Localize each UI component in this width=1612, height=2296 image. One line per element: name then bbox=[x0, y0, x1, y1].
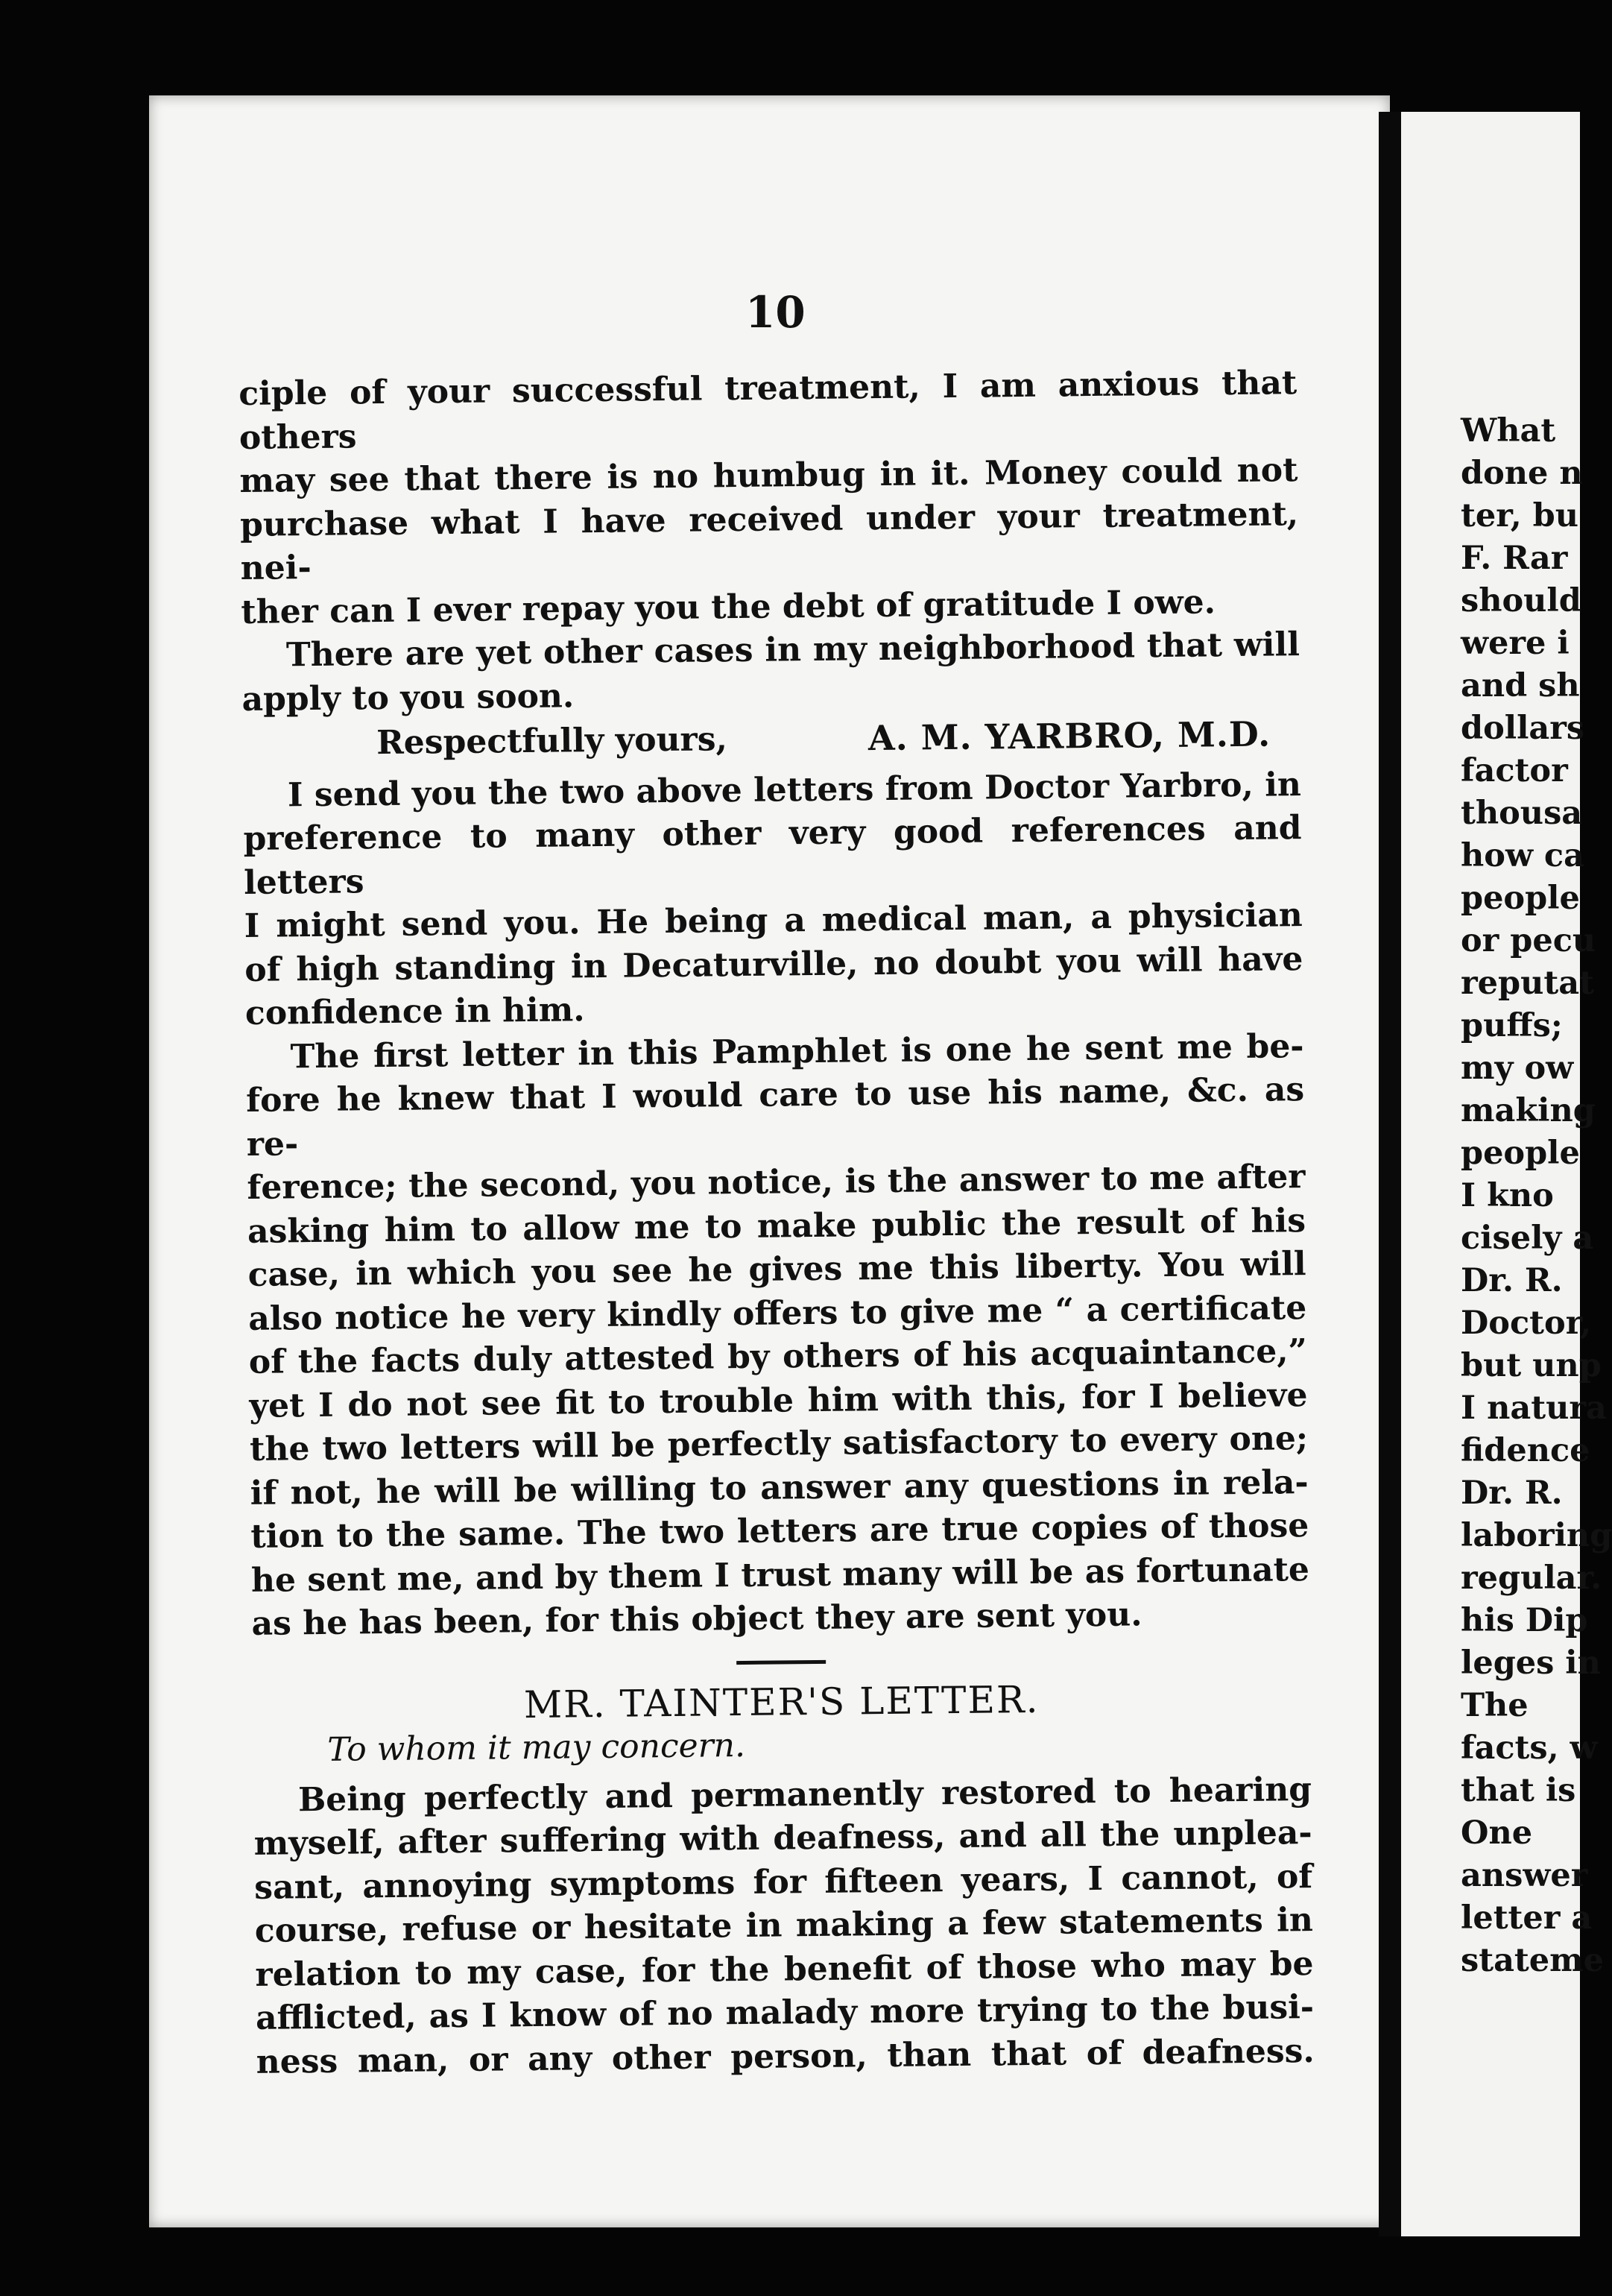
facing-page-line: What bbox=[1461, 412, 1556, 450]
text-line: The first letter in this Pamphlet is one he sent me be- bbox=[290, 1026, 1304, 1076]
facing-page-line: people bbox=[1461, 1135, 1580, 1172]
facing-page-line: his Dip bbox=[1461, 1602, 1588, 1639]
paragraph-other-cases bbox=[241, 623, 1300, 722]
facing-page-line: cisely a bbox=[1461, 1220, 1594, 1257]
facing-page-line: F. Rar bbox=[1461, 540, 1568, 577]
letter-signoff bbox=[242, 712, 1301, 766]
facing-page-line: regular. bbox=[1461, 1559, 1602, 1597]
facing-page-text bbox=[1461, 410, 1612, 1982]
text-line: ference; the second, you notice, is the answer to me after bbox=[247, 1158, 1306, 1207]
text-line: may see that there is no humbug in it. Money could not bbox=[239, 451, 1298, 500]
right-page-partial bbox=[1401, 112, 1612, 2236]
facing-page-line: laboring bbox=[1461, 1517, 1612, 1554]
text-line: the two letters will be perfectly satisfactory to every one; bbox=[249, 1419, 1309, 1469]
text-line: if not, he will be willing to answer any questions in rela- bbox=[250, 1463, 1309, 1513]
facing-page-line: leges in bbox=[1461, 1644, 1601, 1682]
facing-page-line: One bbox=[1461, 1814, 1533, 1852]
closing: Respectfully yours, bbox=[376, 720, 728, 763]
facing-page-line: Dr. R. bbox=[1461, 1475, 1563, 1512]
section-divider bbox=[736, 1659, 826, 1664]
page-number: 10 bbox=[745, 287, 806, 338]
text-line: of the facts duly attested by others of his acquaintance,” bbox=[248, 1332, 1308, 1381]
paragraph-references bbox=[243, 763, 1304, 1036]
facing-page-line: people bbox=[1461, 880, 1580, 917]
text-line: ther can I ever repay you the debt of gratitude I owe. bbox=[241, 582, 1216, 631]
text-line: I send you the two above letters from Doctor Yarbro, in bbox=[287, 765, 1302, 814]
text-line: sant, annoying symptoms for fifteen years, I cannot, of bbox=[254, 1857, 1313, 1907]
facing-page-line: dollars bbox=[1461, 710, 1585, 747]
facing-page-line: how ca bbox=[1461, 837, 1584, 874]
text-line: There are yet other cases in my neighborhood that will bbox=[285, 625, 1300, 675]
paragraph-continuation bbox=[238, 362, 1300, 634]
text-line: afflicted, as I know of no malady more trying to the busi- bbox=[255, 1988, 1315, 2037]
salutation: To whom it may concern. bbox=[327, 1726, 746, 1769]
text-line: yet I do not see fit to trouble him with this, for I believe bbox=[249, 1375, 1308, 1425]
facing-page-line: fidence bbox=[1461, 1432, 1590, 1469]
facing-page-line: thousa bbox=[1461, 795, 1583, 832]
text-line: of high standing in Decaturville, no doubt you will have bbox=[244, 939, 1303, 989]
text-line: he sent me, and by them I trust many will be as fortunate bbox=[250, 1550, 1310, 1600]
facing-page-line: that is bbox=[1461, 1772, 1576, 1809]
text-line: as he has been, for this object they are sent you. bbox=[251, 1595, 1142, 1643]
text-line: course, refuse or hesitate in making a few statements in bbox=[254, 1901, 1314, 1950]
facing-page-line: facts, w bbox=[1461, 1729, 1598, 1767]
facing-page-line: or pecu bbox=[1461, 922, 1596, 959]
text-line: Being perfectly and permanently restored to hearing bbox=[297, 1770, 1312, 1819]
facing-page-line: and sh bbox=[1461, 667, 1580, 704]
text-line: asking him to allow me to make public the result of his bbox=[247, 1201, 1306, 1251]
facing-page-line: should bbox=[1461, 582, 1581, 619]
text-line: apply to you soon. bbox=[241, 676, 575, 719]
facing-page-line: were i bbox=[1461, 625, 1570, 662]
text-line: purchase what I have received under your treatment, nei- bbox=[239, 494, 1299, 587]
text-line: myself, after suffering with deafness, and all the unplea- bbox=[253, 1814, 1312, 1863]
text-line: confidence in him. bbox=[244, 991, 585, 1032]
facing-page-line: my ow bbox=[1461, 1050, 1574, 1087]
text-line: also notice he very kindly offers to give me “ a certificate bbox=[248, 1288, 1307, 1338]
section-title: MR. TAINTER'S LETTER. bbox=[523, 1677, 1040, 1726]
text-line: I might send you. He being a medical man, a physician bbox=[244, 896, 1303, 945]
facing-page-line: The bbox=[1461, 1687, 1529, 1724]
page-body bbox=[238, 362, 1315, 2084]
paragraph-tainter-letter bbox=[253, 1768, 1315, 2084]
facing-page-line: stateme bbox=[1461, 1942, 1605, 1979]
facing-page-line: reputat bbox=[1461, 965, 1594, 1002]
signature: A. M. YARBRO, M.D. bbox=[867, 713, 1271, 759]
text-line: ciple of your successful treatment, I am anxious that others bbox=[238, 364, 1297, 457]
facing-page-line: I natura bbox=[1461, 1390, 1607, 1427]
text-line: tion to the same. The two letters are true copies of those bbox=[250, 1507, 1309, 1556]
facing-page-line: making bbox=[1461, 1092, 1596, 1129]
paragraph-first-letter bbox=[245, 1025, 1309, 1647]
text-line: fore he knew that I would care to use his name, &c. as re- bbox=[245, 1070, 1305, 1164]
text-line: relation to my case, for the benefit of those who may be bbox=[255, 1944, 1314, 1994]
facing-page-line: factor bbox=[1461, 752, 1568, 789]
facing-page-line: Doctor, bbox=[1461, 1305, 1592, 1342]
facing-page-line: puffs; bbox=[1461, 1007, 1563, 1044]
text-line: preference to many other very good references and letters bbox=[243, 809, 1302, 902]
text-line: ness man, or any other person, than that of deafness. bbox=[256, 2031, 1315, 2081]
text-line: case, in which you see he gives me this liberty. You will bbox=[247, 1245, 1306, 1294]
facing-page-line: done n bbox=[1461, 455, 1583, 492]
facing-page-line: answer bbox=[1461, 1857, 1588, 1894]
facing-page-line: letter a bbox=[1461, 1899, 1593, 1937]
facing-page-line: but unp bbox=[1461, 1347, 1602, 1384]
facing-page-line: ter, bu bbox=[1461, 497, 1579, 534]
facing-page-line: I kno bbox=[1461, 1177, 1554, 1214]
facing-page-line: Dr. R. bbox=[1461, 1262, 1563, 1299]
